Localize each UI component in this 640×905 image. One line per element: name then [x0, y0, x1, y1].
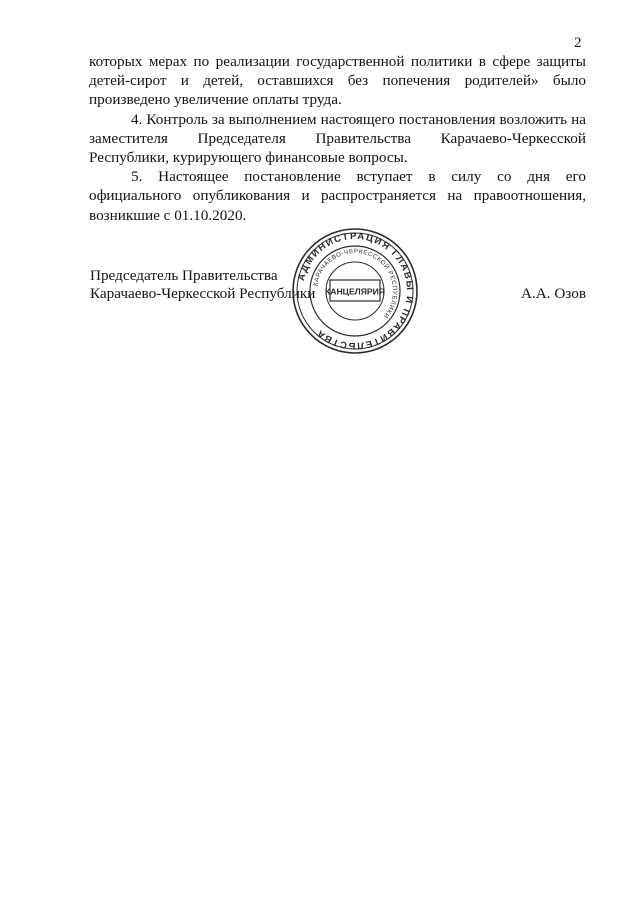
seal-stamp-icon: [290, 227, 420, 355]
seal-inner-text: КАРАЧАЕВО-ЧЕРКЕССКОЙ РЕСПУБЛИКИ: [312, 247, 399, 320]
paragraph-item-4: 4. Контроль за выполнением настоящего постановления возложить на заместителя Председателя Правительства Карачаево-Черкесской Республики, курирующего финансовые вопросы.: [89, 110, 586, 167]
signature-title-line-2: Карачаево-Черкесской Республики: [90, 285, 316, 302]
signatory-name: А.А. Озов: [521, 285, 586, 302]
paragraph-item-5: 5. Настоящее постановление вступает в силу со дня его официального опубликования и распространяется на правоотношения, возникшие с 01.10.2020.: [89, 168, 586, 224]
page-number: 2: [574, 35, 582, 51]
official-seal: [290, 227, 420, 355]
svg-text:КАРАЧАЕВО-ЧЕРКЕССКОЙ РЕСПУБЛИК: [312, 248, 398, 320]
signature-title: [90, 267, 315, 303]
seal-outer-text: АДМИНИСТРАЦИЯ ГЛАВЫ И ПРАВИТЕЛЬСТВА: [296, 230, 416, 352]
signature-title-line-1: Председатель Правительства: [90, 267, 278, 284]
seal-center-text: КАНЦЕЛЯРИЯ: [325, 286, 385, 297]
paragraph-continuation: которых мерах по реализации государственной политики в сфере защиты детей-сирот и детей, оставшихся без попечения родителей» было произведено увеличение оплаты труда.: [89, 53, 586, 109]
document-body: [89, 52, 586, 225]
